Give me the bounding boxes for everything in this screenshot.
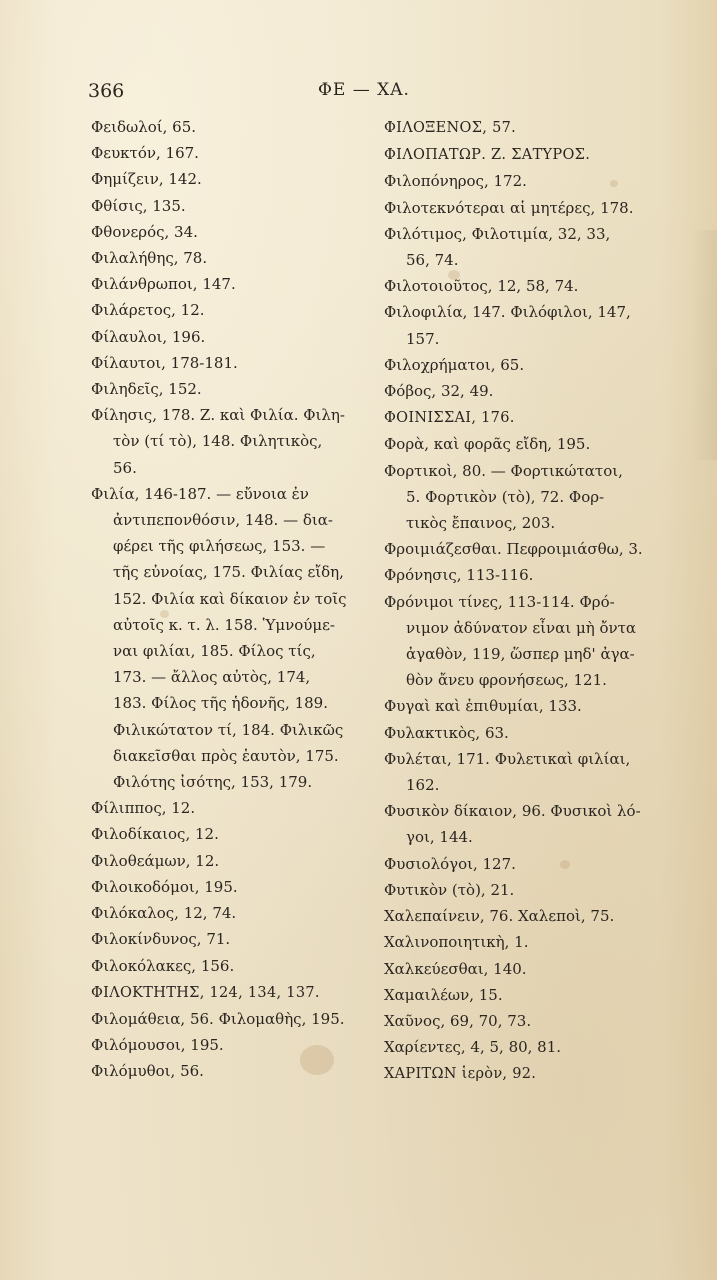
index-entry-line: Φιληδεῖς, 152.: [91, 380, 202, 399]
running-head: ΦΕ — ΧΑ.: [318, 80, 410, 100]
index-entry-line: Φυσιολόγοι, 127.: [384, 854, 516, 873]
index-entry-line: 162.: [406, 776, 440, 795]
index-entry-line: τικὸς ἔπαινος, 203.: [406, 514, 556, 533]
index-entry: [91, 795, 376, 821]
index-entry: [384, 1034, 674, 1060]
index-entry: [91, 1006, 376, 1032]
index-entry-line: Χαμαιλέων, 15.: [384, 985, 503, 1004]
index-entry-line: Φιλοτοιοῦτος, 12, 58, 74.: [384, 277, 579, 296]
index-entry-line: ΦΙΛΟΞΕΝΟΣ, 57.: [384, 120, 517, 136]
index-entry-line: θὸν ἄνευ φρονήσεως, 121.: [406, 671, 607, 690]
index-entry: [91, 979, 376, 1006]
index-entry-line: Φίλιππος, 12.: [91, 799, 196, 818]
index-entry: [384, 693, 674, 719]
index-entry-line: Φιλότιμος, Φιλοτιμία, 32, 33,: [384, 224, 611, 243]
index-entry-line: Χαλκεύεσθαι, 140.: [384, 959, 527, 978]
index-entry: [384, 141, 674, 168]
index-entry-line: Φιλοτεκνότεραι αἱ μητέρες, 178.: [384, 198, 634, 217]
index-entry-line: Φευκτόν, 167.: [91, 144, 199, 163]
index-entry-line: Φιλόκαλος, 12, 74.: [91, 904, 237, 923]
index-entry: [91, 271, 376, 297]
index-entry-line: ΦΙΛΟΚΤΗΤΗΣ, 124, 134, 137.: [91, 984, 320, 1001]
index-entry-line: Φίλησις, 178. Ζ. καὶ Φιλία. Φιλη-: [91, 406, 345, 425]
index-entry-line: Φροιμιάζεσθαι. Πεφροιμιάσθω, 3.: [384, 540, 643, 559]
index-entry: [384, 798, 674, 850]
index-entry: [91, 821, 376, 847]
index-entry-line: ΦΟΙΝΙΣΣΑΙ, 176.: [384, 410, 515, 427]
index-entry: [384, 378, 674, 404]
index-entry: [91, 953, 376, 979]
index-entry-line: Φιλότης ἰσότης, 153, 179.: [113, 773, 313, 792]
index-entry-line: Φυλέται, 171. Φυλετικαὶ φιλίαι,: [384, 749, 631, 768]
index-entry: [91, 481, 376, 795]
index-entry-line: Φιλοκόλακες, 156.: [91, 956, 235, 975]
index-entry: [91, 297, 376, 323]
index-entry-line: Φημίζειν, 142.: [91, 170, 202, 189]
index-entry: [384, 168, 674, 194]
index-entry-line: Φιλοδίκαιος, 12.: [91, 825, 219, 844]
index-entry: [384, 589, 674, 694]
index-entry-line: νιμον ἀδύνατον εἶναι μὴ ὄντα: [406, 618, 637, 637]
index-entry-line: Φιλοικοδόμοι, 195.: [91, 877, 238, 896]
index-entry-line: Φειδωλοί, 65.: [91, 118, 197, 136]
index-entry: [91, 1032, 376, 1058]
index-entry: [91, 114, 376, 140]
index-entry: [91, 848, 376, 874]
index-column-left: [91, 114, 376, 1085]
index-entry-line: Φίλαυλοι, 196.: [91, 327, 206, 346]
index-entry: [384, 404, 674, 431]
index-entry-line: Χαλεπαίνειν, 76. Χαλεποὶ, 75.: [384, 907, 615, 926]
index-entry: [384, 431, 674, 457]
index-entry-line: Χαρίεντες, 4, 5, 80, 81.: [384, 1038, 562, 1057]
index-entry-line: ἀγαθὸν, 119, ὥσπερ μηδ' ἀγα-: [406, 645, 635, 664]
index-entry-line: ΦΙΛΟΠΑΤΩΡ. Ζ. ΣΑΤΥΡΟΣ.: [384, 147, 591, 164]
index-entry: [91, 324, 376, 350]
index-entry: [91, 376, 376, 402]
index-entry-line: Φυσικὸν δίκαιον, 96. Φυσικοὶ λό-: [384, 802, 641, 821]
index-entry: [384, 877, 674, 903]
index-entry-line: φέρει τῆς φιλήσεως, 153. —: [113, 537, 326, 556]
index-entry-line: Φιλοπόνηρος, 172.: [384, 172, 527, 191]
index-entry-line: 56.: [113, 458, 137, 477]
index-entry: [91, 350, 376, 376]
index-entry: [384, 536, 674, 562]
index-entry-line: Φιλάρετος, 12.: [91, 301, 205, 320]
index-entry: [91, 926, 376, 952]
index-entry: [91, 166, 376, 192]
index-entry-line: Φιλοχρήματοι, 65.: [384, 355, 525, 374]
index-entry: [384, 746, 674, 798]
index-entry-line: Φρόνησις, 113-116.: [384, 566, 534, 585]
index-entry: [384, 562, 674, 588]
index-entry-line: Φρόνιμοι τίνες, 113-114. Φρό-: [384, 592, 615, 611]
index-entry-line: Φορτικοὶ, 80. — Φορτικώτατοι,: [384, 461, 623, 480]
index-entry: [91, 874, 376, 900]
index-entry: [384, 195, 674, 221]
index-entry: [384, 903, 674, 929]
index-entry-line: 56, 74.: [406, 251, 459, 270]
index-entry-line: Χαλινοποιητικὴ, 1.: [384, 933, 529, 952]
index-entry-line: Φυγαὶ καὶ ἐπιθυμίαι, 133.: [384, 697, 582, 716]
index-entry-line: τὸν (τί τὸ), 148. Φιλητικὸς,: [113, 432, 323, 451]
index-entry: [91, 193, 376, 219]
index-entry-line: Φόβος, 32, 49.: [384, 382, 494, 401]
index-entry: [384, 1008, 674, 1034]
index-entry-line: Φιλικώτατον τί, 184. Φιλικῶς: [113, 720, 344, 739]
index-entry: [384, 458, 674, 537]
index-entry: [384, 982, 674, 1008]
index-entry: [91, 402, 376, 481]
index-entry-line: 157.: [406, 329, 440, 348]
index-entry: [91, 140, 376, 166]
index-entry-line: Φιλομάθεια, 56. Φιλομαθὴς, 195.: [91, 1009, 345, 1028]
index-entry-line: 183. Φίλος τῆς ἡδονῆς, 189.: [113, 694, 328, 713]
index-entry: [384, 956, 674, 982]
index-entry: [91, 1058, 376, 1084]
index-entry: [91, 245, 376, 271]
index-entry: [384, 929, 674, 955]
index-entry-line: Φιλία, 146-187. — εὔνοια ἐν: [91, 484, 309, 503]
page-header: [0, 80, 717, 106]
index-entry-line: Φιλοφιλία, 147. Φιλόφιλοι, 147,: [384, 303, 631, 322]
index-entry-line: διακεῖσθαι πρὸς ἑαυτὸν, 175.: [113, 746, 339, 765]
index-entry: [384, 720, 674, 746]
index-entry-line: Φθίσις, 135.: [91, 196, 186, 215]
index-entry-line: Φιλόμουσοι, 195.: [91, 1036, 224, 1055]
index-entry-line: 152. Φιλία καὶ δίκαιον ἐν τοῖς: [113, 589, 347, 608]
page-number: 366: [88, 80, 125, 102]
index-entry-line: 5. Φορτικὸν (τὸ), 72. Φορ-: [406, 487, 605, 506]
index-entry: [384, 299, 674, 351]
index-entry: [384, 221, 674, 273]
index-entry-line: Φυλακτικὸς, 63.: [384, 723, 509, 742]
show-through-shadow: [690, 230, 717, 460]
index-entry-line: ἀντιπεπονθόσιν, 148. — δια-: [113, 511, 333, 530]
index-entry-line: ΧΑΡΙΤΩΝ ἱερὸν, 92.: [384, 1066, 537, 1083]
index-entry-line: Φιλαλήθης, 78.: [91, 249, 208, 268]
index-entry: [384, 352, 674, 378]
index-column-right: [384, 114, 674, 1088]
index-entry: [384, 1060, 674, 1087]
index-entry-line: Φιλοκίνδυνος, 71.: [91, 930, 231, 949]
index-entry: [384, 114, 674, 141]
index-entry-line: Φορὰ, καὶ φορᾶς εἴδη, 195.: [384, 435, 591, 454]
index-entry-line: Φυτικὸν (τὸ), 21.: [384, 880, 515, 899]
index-entry-line: Χαῦνος, 69, 70, 73.: [384, 1011, 532, 1030]
index-entry-line: Φιλοθεάμων, 12.: [91, 851, 220, 870]
index-entry: [91, 219, 376, 245]
index-entry-line: Φιλόμυθοι, 56.: [91, 1062, 204, 1081]
index-entry-line: αὐτοῖς κ. τ. λ. 158. Ὑμνούμε-: [113, 615, 335, 634]
index-entry-line: Φθονερός, 34.: [91, 222, 198, 241]
index-entry: [384, 273, 674, 299]
index-entry: [384, 851, 674, 877]
index-entry-line: γοι, 144.: [406, 828, 473, 847]
index-entry-line: τῆς εὐνοίας, 175. Φιλίας εἴδη,: [113, 563, 344, 582]
index-entry-line: Φιλάνθρωποι, 147.: [91, 275, 236, 294]
index-entry: [91, 900, 376, 926]
index-entry-line: Φίλαυτοι, 178-181.: [91, 353, 238, 372]
index-entry-line: 173. — ἄλλος αὐτὸς, 174,: [113, 668, 311, 687]
index-entry-line: ναι φιλίαι, 185. Φίλος τίς,: [113, 642, 316, 661]
